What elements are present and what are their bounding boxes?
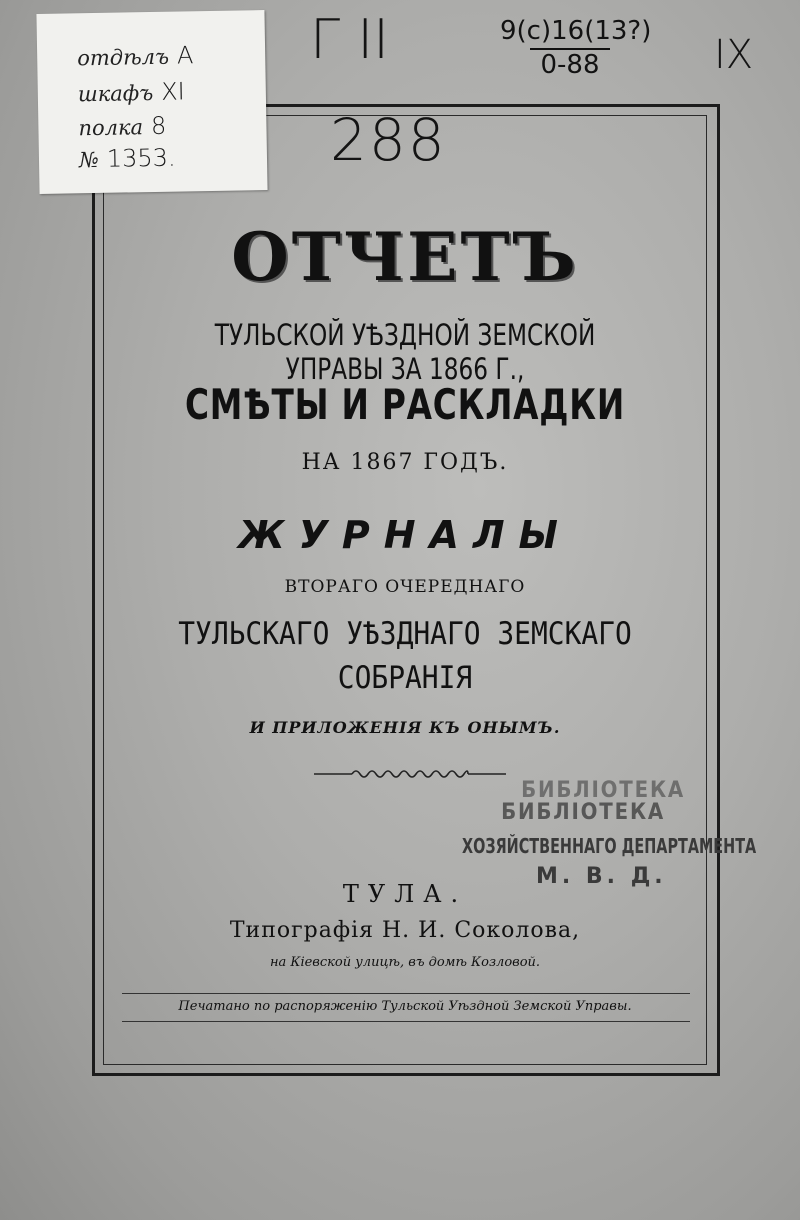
- handwritten-number: 288: [330, 106, 447, 174]
- shelf-code-line2: 0-88: [530, 48, 610, 80]
- label-department-value: А: [176, 41, 194, 70]
- label-cabinet-text: шкафъ: [77, 80, 154, 107]
- cover-title: ОТЧЕТЪ: [231, 218, 579, 296]
- imprint-rule-bottom: [122, 1021, 690, 1022]
- label-row-department: [77, 41, 194, 71]
- label-cabinet-value: XI: [160, 77, 185, 106]
- cover-line-6: ТУЛЬСКАГО УѢЗДНАГО ЗЕМСКАГО: [178, 616, 632, 652]
- shelf-code-line1: 9(с)16(13?): [500, 16, 652, 46]
- imprint-note: Печатано по распоряженію Тульской Уѣздной Земской Управы.: [178, 999, 632, 1014]
- handwritten-shelf-code: [500, 16, 652, 80]
- stamp-line-3: ХОЗЯЙСТВЕННАГО ДЕПАРТАМЕНТА: [462, 834, 757, 858]
- cover-line-7: СОБРАНІЯ: [337, 660, 473, 696]
- imprint-city: ТУЛА.: [342, 880, 468, 908]
- imprint-printer: Типографія Н. И. Соколова,: [229, 918, 581, 943]
- cover-line-4: ЖУРНАЛЫ: [238, 513, 572, 557]
- imprint-rule-top: [122, 993, 690, 994]
- label-shelf-value: 8: [150, 111, 167, 141]
- cover-line-3: НА 1867 ГОДЪ.: [301, 450, 509, 475]
- cover-line-1: ТУЛЬСКОЙ УѢЗДНОЙ ЗЕМСКОЙ УПРАВЫ ЗА 1866 Г.,: [214, 318, 596, 386]
- cover-line-2: СМѢТЫ И РАСКЛАДКИ: [184, 380, 626, 429]
- stamp-line-4: М. В. Д.: [536, 864, 667, 889]
- label-shelf-text: полка: [78, 115, 144, 141]
- label-number-text: №: [78, 147, 100, 173]
- cover-line-8: И ПРИЛОЖЕНІЯ КЪ ОНЫМЪ.: [249, 718, 561, 737]
- label-number-value: 1353.: [106, 143, 176, 173]
- stamp-line-1: БИБЛІОТЕКА: [521, 778, 686, 803]
- stamp-line-2: БИБЛІОТЕКА: [501, 800, 666, 825]
- label-department-text: отдѣлъ: [77, 44, 170, 71]
- label-row-shelf: [78, 112, 166, 142]
- handwritten-corner-mark: IX: [714, 32, 754, 78]
- imprint-address: на Кіевской улицѣ, въ домѣ Козловой.: [269, 955, 541, 970]
- cover-line-5: ВТОРАГО ОЧЕРЕДНАГО: [284, 577, 526, 597]
- handwritten-top-marks: Г II: [310, 8, 390, 71]
- label-row-cabinet: [78, 77, 185, 107]
- label-row-number: [79, 144, 176, 174]
- library-shelf-label: [36, 10, 267, 194]
